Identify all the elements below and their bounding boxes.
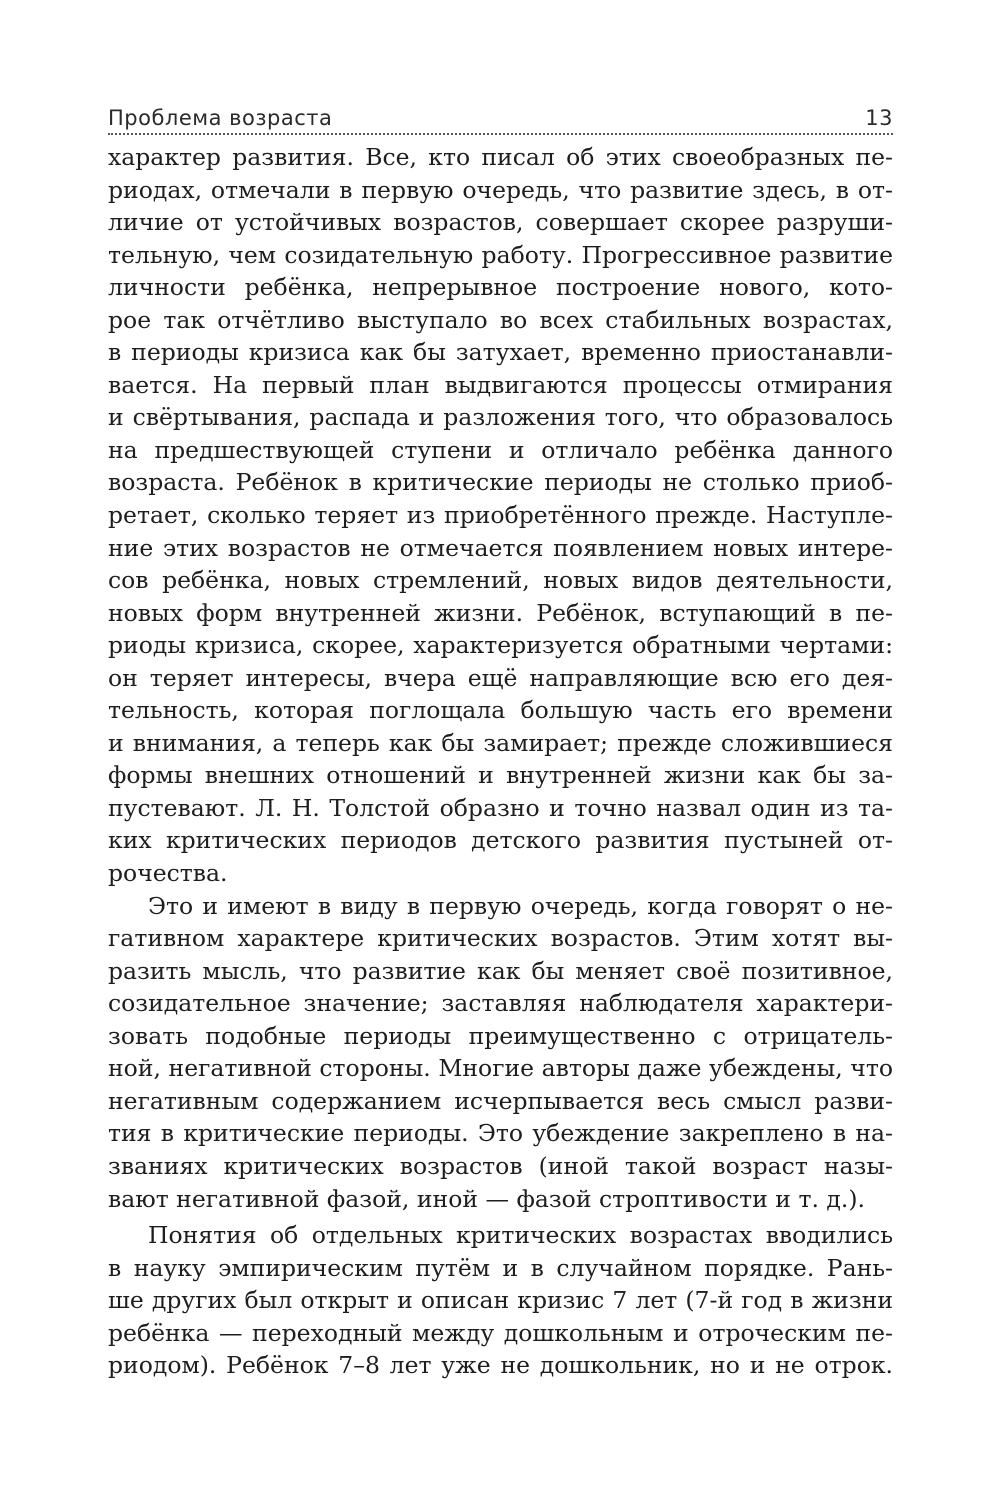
body-text xyxy=(108,141,893,1382)
text-line: негативным содержанием исчерпывается весь смысл разви- xyxy=(108,1086,893,1115)
text-line: ребёнка — переходный между дошкольным и отроческим пе- xyxy=(108,1318,893,1347)
text-line: зовать подобные периоды преимущественно с отрицатель- xyxy=(108,1021,893,1050)
text-line: и свёртывания, распада и разложения того, что образовалось xyxy=(108,403,893,432)
text-line: тельную, чем созидательную работу. Прогрессивное развитие xyxy=(108,240,893,269)
paragraph-first-line: Это и имеют в виду в первую очередь, когда говорят о не- xyxy=(148,891,893,920)
text-line: вается. На первый план выдвигаются процессы отмирания xyxy=(108,370,893,399)
text-line: личности ребёнка, непрерывное построение нового, кото- xyxy=(108,273,893,302)
text-line: формы внешних отношений и внутренней жизни как бы за- xyxy=(108,761,893,790)
text-line: в периоды кризиса как бы затухает, временно приостанавли- xyxy=(108,338,893,367)
text-line: разить мысль, что развитие как бы меняет своё позитивное, xyxy=(108,956,893,985)
text-line: и внимания, а теперь как бы замирает; прежде сложившиеся xyxy=(108,728,893,757)
text-line: ной, негативной стороны. Многие авторы даже убеждены, что xyxy=(108,1054,893,1083)
text-line: ретает, сколько теряет из приобретённого прежде. Наступле- xyxy=(108,501,893,530)
text-line: званиях критических возрастов (иной такой возраст назы- xyxy=(108,1151,893,1180)
text-line: тельность, которая поглощала большую часть его времени xyxy=(108,696,893,725)
text-line: он теряет интересы, вчера ещё направляющие всю его дея- xyxy=(108,663,893,692)
text-line: гативном характере критических возрастов. Этим хотят вы- xyxy=(108,924,893,953)
text-line: риодах, отмечали в первую очередь, что развитие здесь, в от- xyxy=(108,175,893,204)
text-line: характер развития. Все, кто писал об этих своеобразных пе- xyxy=(108,143,893,171)
text-line: ние этих возрастов не отмечается появлением новых интере- xyxy=(108,533,893,562)
text-line: личие от устойчивых возрастов, совершает скорее разруши- xyxy=(108,208,893,237)
text-line: на предшествующей ступени и отличало ребёнка данного xyxy=(108,435,893,464)
text-line: ше других был открыт и описан кризис 7 лет (7-й год в жизни xyxy=(108,1286,893,1315)
text-line: новых форм внутренней жизни. Ребёнок, вступающий в пе- xyxy=(108,598,893,627)
text-line: в науку эмпирическим путём и в случайном порядке. Рань- xyxy=(108,1253,893,1282)
text-line: риодом). Ребёнок 7–8 лет уже не дошкольник, но и не отрок. xyxy=(108,1351,893,1380)
header-rule xyxy=(108,133,893,135)
running-head xyxy=(108,100,893,130)
chapter-title: Проблема возраста xyxy=(108,106,333,130)
text-line: тия в критические периоды. Это убеждение закреплено в на- xyxy=(108,1119,893,1148)
text-line: вают негативной фазой, иной — фазой строптивости и т. д.). xyxy=(108,1184,865,1213)
page-number: 13 xyxy=(865,106,893,130)
paragraph-first-line: Понятия об отдельных критических возрастах вводились xyxy=(148,1221,893,1250)
text-line: сов ребёнка, новых стремлений, новых видов деятельности, xyxy=(108,566,893,595)
text-line: ких критических периодов детского развития пустыней от- xyxy=(108,826,893,855)
text-line: риоды кризиса, скорее, характеризуется обратными чертами: xyxy=(108,631,893,660)
text-line: рое так отчётливо выступало во всех стабильных возрастах, xyxy=(108,305,893,334)
text-line: возраста. Ребёнок в критические периоды не столько приоб- xyxy=(108,468,893,497)
text-line: рочества. xyxy=(108,859,228,888)
text-line: созидательное значение; заставляя наблюдателя характери- xyxy=(108,989,893,1018)
text-line: пустевают. Л. Н. Толстой образно и точно назвал один из та- xyxy=(108,793,893,822)
